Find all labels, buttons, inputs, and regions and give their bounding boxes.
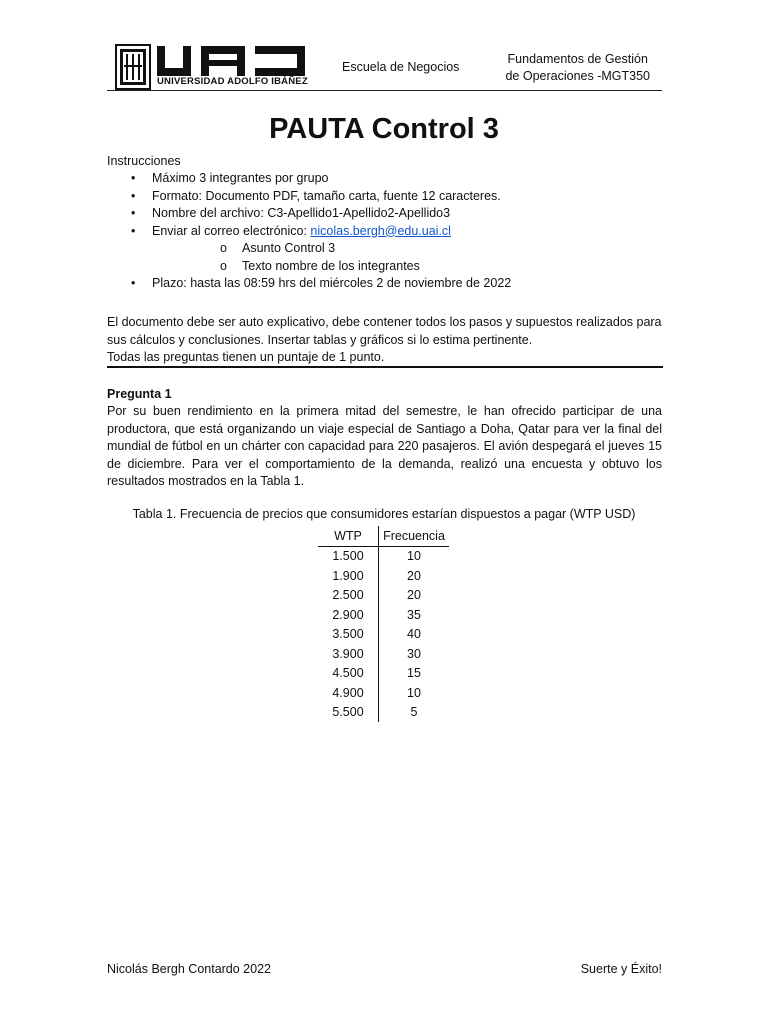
list-item-text: Máximo 3 integrantes por grupo [152,171,329,185]
frequency-cell: 20 [407,588,421,603]
paragraph-line: Todas las preguntas tienen un puntaje de 1 punto. [107,350,385,364]
list-item [107,275,662,293]
bullet-icon: • [131,206,136,220]
list-item [107,188,662,206]
table-row [318,683,449,703]
column-header-wtp: WTP [318,526,379,546]
list-item-text: Nombre del archivo: C3-Apellido1-Apellido2-Apellido3 [152,206,451,220]
wtp-table [318,526,449,722]
column-header-frequency: Frecuencia [379,526,450,546]
sub-list-item-text: Texto nombre de los integrantes [242,258,420,273]
page-title: PAUTA Control 3 [269,113,499,145]
table-row [318,625,449,645]
table-header-row [318,526,449,546]
bullet-icon: • [131,171,136,185]
email-link[interactable]: nicolas.bergh@edu.uai.cl [310,223,451,238]
wtp-cell: 5.500 [318,703,379,723]
section-divider [107,366,663,368]
table-caption: Tabla 1. Frecuencia de precios que consumidores estarían dispuestos a pagar (WTP USD) [132,507,636,521]
email-sub-list [152,240,662,275]
table-row [318,644,449,664]
table-row [318,546,449,566]
wtp-cell: 3.500 [318,625,379,645]
sub-list-item [152,258,662,276]
sub-list-item-text: Asunto Control 3 [242,241,336,255]
frequency-cell: 10 [407,549,421,564]
uai-wordmark-icon [157,46,305,76]
circle-bullet-icon: o [220,258,227,273]
frequency-cell: 40 [407,627,421,642]
wtp-cell: 2.900 [318,605,379,625]
frequency-cell: 20 [407,568,421,583]
crest-icon [115,44,151,90]
table-row [318,566,449,586]
course-name [505,51,650,85]
footer-author: Nicolás Bergh Contardo 2022 [107,962,271,976]
instructions-paragraph [107,314,662,367]
paragraph-line: El documento debe ser auto explicativo, debe contener todos los pasos y supuestos realizados para [107,315,662,329]
circle-bullet-icon: o [220,241,227,255]
wtp-cell: 1.900 [318,566,379,586]
table-row [318,703,449,723]
bullet-icon: • [131,223,136,238]
sub-list-item [152,240,662,258]
wtp-cell: 4.900 [318,683,379,703]
list-item [107,205,662,223]
list-item [107,170,662,188]
instructions-list [107,170,662,293]
question-title: Pregunta 1 [107,387,172,401]
bullet-icon: • [131,188,136,203]
frequency-cell: 30 [407,646,421,661]
wtp-cell: 4.500 [318,664,379,684]
frequency-cell: 5 [410,705,418,720]
list-item-text: Enviar al correo electrónico: [152,223,311,238]
table-row [318,605,449,625]
page-header [107,40,662,91]
school-name: Escuela de Negocios [342,60,460,74]
course-line-2: de Operaciones -MGT350 [505,69,650,83]
footer-message: Suerte y Éxito! [580,962,662,976]
instructions-heading: Instrucciones [107,154,181,168]
list-item-text: Formato: Documento PDF, tamaño carta, fuente 12 caracteres. [152,188,501,203]
paragraph-line: sus cálculos y conclusiones. Insertar tablas y gráficos si lo estima pertinente. [107,332,533,347]
wtp-cell: 2.500 [318,586,379,606]
list-item-text: Plazo: hasta las 08:59 hrs del miércoles 2 de noviembre de 2022 [152,276,512,290]
university-logo [115,44,308,90]
wtp-cell: 3.900 [318,644,379,664]
wtp-cell: 1.500 [318,546,379,566]
list-item [107,223,662,276]
bullet-icon: • [131,276,136,290]
frequency-cell: 10 [407,685,421,700]
question-text: Por su buen rendimiento en la primera mitad del semestre, le han ofrecido participar de una productora, que está organizando un viaje especial de Santiago a Doha, Qatar para ver la final del mundial de fútbol en un chárter con capacidad para 220 pasajeros. El avión despegará el jueves 15 de diciembre. Para ver el comportamiento de la demanda, realizó una encuesta y obtuvo los resultados mostrados en la Tabla 1. [107,404,662,488]
table-row [318,664,449,684]
course-line-1: Fundamentos de Gestión [507,52,648,66]
logo-text: UNIVERSIDAD ADOLFO IBÁÑEZ [157,76,308,87]
table-row [318,586,449,606]
frequency-cell: 35 [407,607,421,622]
frequency-cell: 15 [407,666,421,681]
